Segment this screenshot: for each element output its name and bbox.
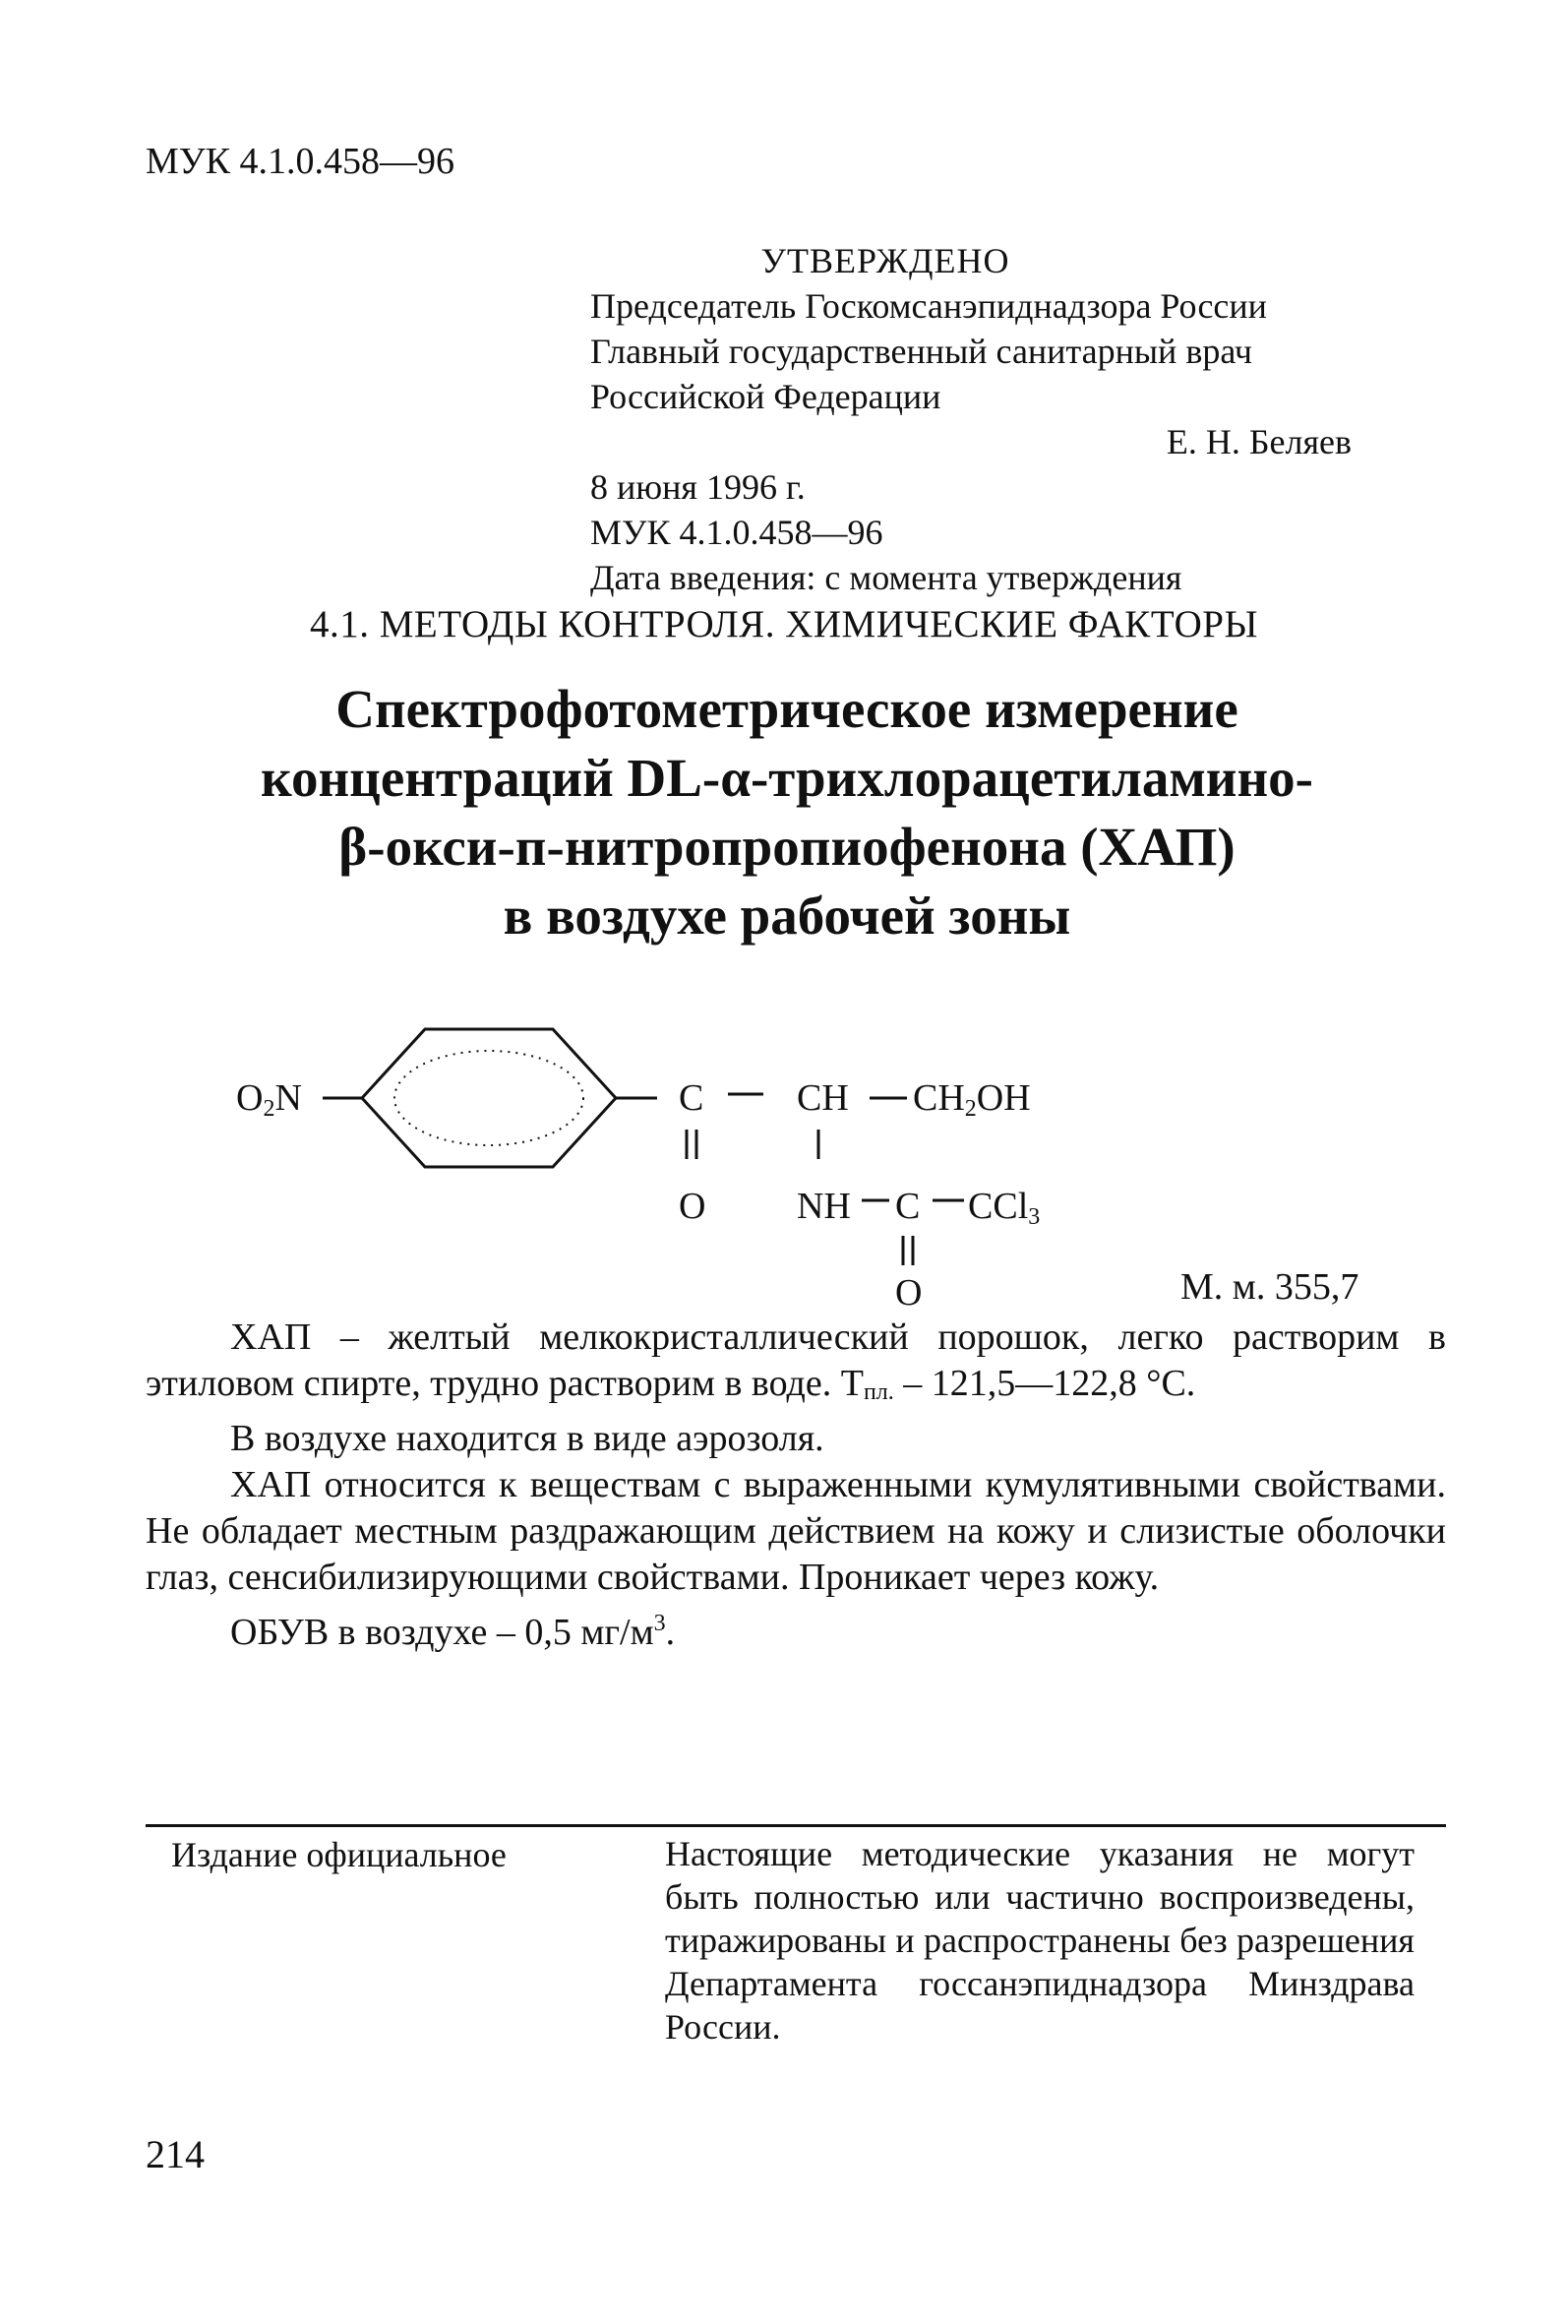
formula-carbonyl-carbon: C [679, 1077, 704, 1119]
title-line-1: Спектрофотометрическое измерение [335, 679, 1238, 739]
official-edition-label: Издание официальное [171, 1835, 507, 1874]
approval-position-3: Российской Федерации [590, 377, 941, 416]
approval-position-2: Главный государственный санитарный врач [590, 332, 1252, 371]
footer-divider [146, 1824, 1446, 1827]
paragraph-obuv: ОБУВ в воздухе – 0,5 $мг/м^3$. [230, 1611, 676, 1653]
formula-amide-carbon: C [895, 1186, 921, 1227]
paragraph-aerosol: В воздухе находится в виде аэрозоля. [230, 1418, 824, 1459]
document-title [148, 675, 1426, 950]
introduction-date: Дата введения: с момента утверждения [590, 558, 1182, 597]
formula-ccl3: CCl3 [968, 1186, 1041, 1230]
body-text [146, 1315, 1446, 1656]
copyright-notice: Настоящие методические указания не могут быть полностью или частично воспроизведены, тиражированы и распространены без разрешения Департамента госсанэпиднадзора Минздрава России. [665, 1834, 1415, 2047]
paragraph-toxicity: ХАП относится к веществам с выраженными кумулятивными свойствами. Не обладает местным раздражающим действием на кожу и слизистые оболочки глаз, сенсибилизирующими свойствами. Проникает через кожу. [146, 1464, 1446, 1598]
title-line-3: β-окси-п-нитропропиофенона (ХАП) [338, 817, 1236, 877]
title-line-2: концентраций DL-α-трихлорацетиламино- [260, 748, 1313, 808]
approval-block [590, 238, 1357, 600]
formula-ch: CH [797, 1077, 849, 1119]
benzene-aromatic-circle [394, 1051, 583, 1145]
page-number: 214 [146, 2132, 205, 2176]
approval-heading: УТВЕРЖДЕНО [760, 241, 1010, 280]
approval-signer: Е. Н. Беляев [1166, 422, 1352, 461]
approval-date: 8 июня 1996 г. [590, 467, 806, 507]
formula-carbonyl-oxygen-1: O [679, 1186, 706, 1227]
approval-code: МУК 4.1.0.458—96 [590, 513, 883, 552]
document-code-header: МУК 4.1.0.458—96 [146, 141, 455, 182]
section-heading: 4.1. МЕТОДЫ КОНТРОЛЯ. ХИМИЧЕСКИЕ ФАКТОРЫ [310, 603, 1258, 645]
molecular-mass: М. м. 355,7 [1180, 1266, 1359, 1308]
paragraph-description: ХАП – желтый мелкокристаллический порошок, легко растворим в этиловом спирте, трудно растворим в воде. Tпл. – 121,5—122,8 °C. [146, 1316, 1446, 1405]
title-line-4: в воздухе рабочей зоны [503, 886, 1071, 946]
formula-nh: NH [797, 1186, 851, 1227]
formula-o2n: O2N [236, 1077, 302, 1122]
approval-position-1: Председатель Госкомсанэпиднадзора России [590, 286, 1267, 326]
formula-carbonyl-oxygen-2: O [895, 1272, 923, 1314]
benzene-ring [362, 1029, 616, 1167]
formula-ch2oh: CH2OH [913, 1077, 1031, 1122]
